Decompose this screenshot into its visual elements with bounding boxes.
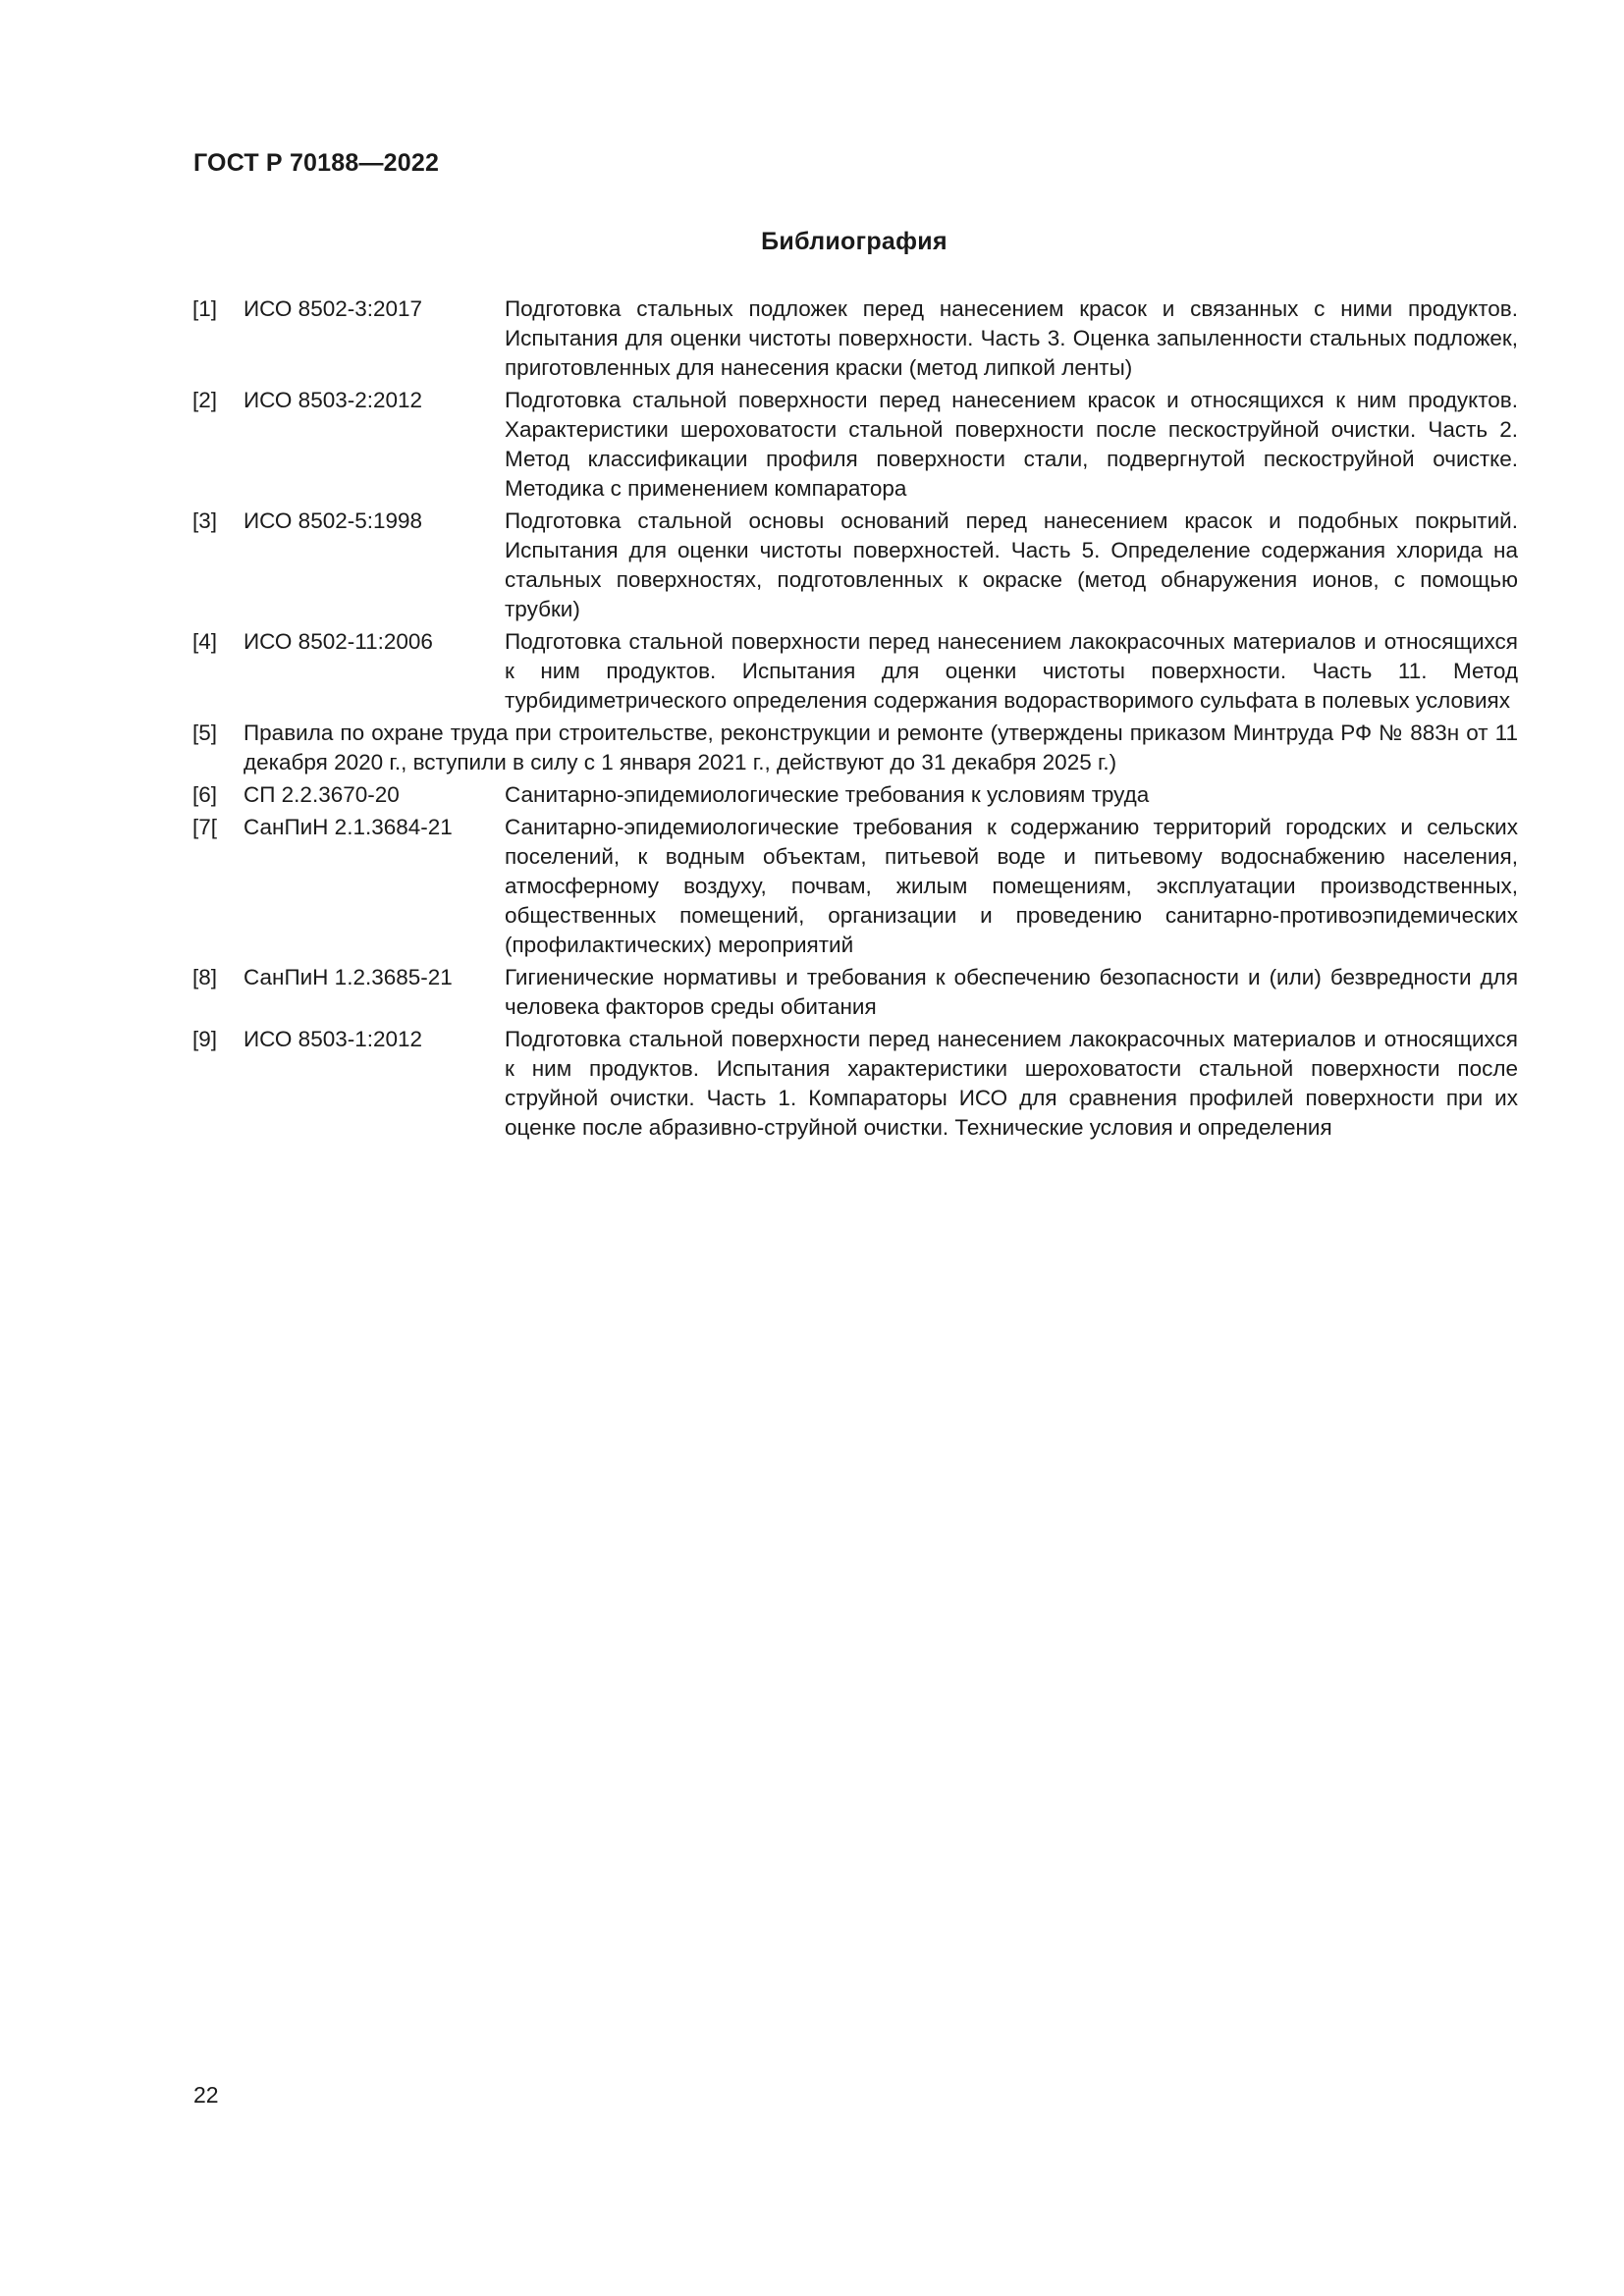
entry-number: [5] xyxy=(192,721,218,745)
entry-number: [1] xyxy=(192,296,218,321)
entry-code: ИСО 8502-3:2017 xyxy=(244,296,423,321)
entry-number: [8] xyxy=(192,965,218,989)
bibliography-entry-7 xyxy=(192,813,1518,960)
entry-number: [2] xyxy=(192,388,218,412)
entry-code: СанПиН 2.1.3684-21 xyxy=(244,815,453,839)
entry-code: СанПиН 1.2.3685-21 xyxy=(244,965,453,989)
bibliography-entry-4 xyxy=(192,627,1518,716)
entry-text: Подготовка стальной поверхности перед нанесением лакокрасочных материалов и относящихся к ним продуктов. Испытания для оценки чистоты поверхности. Часть 11. Метод турбидиметрического определения содержания водорастворимого сульфата в полевых условиях xyxy=(505,629,1518,713)
entry-number: [9] xyxy=(192,1027,218,1051)
entry-text: Санитарно-эпидемиологические требования к условиям труда xyxy=(505,782,1150,807)
entry-text: Подготовка стальной поверхности перед нанесением красок и относящихся к ним продуктов. Характеристики шероховатости стальной поверхности после пескоструйной очистки. Часть 2. Метод классификации профиля поверхности стали, подвергнутой пескоструйной очистке. Методика с применением компаратора xyxy=(505,388,1518,501)
entry-code: ИСО 8503-2:2012 xyxy=(244,388,423,412)
bibliography-entry-3 xyxy=(192,507,1518,624)
entry-text: Гигиенические нормативы и требования к обеспечению безопасности и (или) безвредности для человека факторов среды обитания xyxy=(505,965,1518,1019)
bibliography-entry-6 xyxy=(192,780,1518,810)
entry-code: ИСО 8502-5:1998 xyxy=(244,508,423,533)
entry-number: [4] xyxy=(192,629,218,654)
entry-code: СП 2.2.3670-20 xyxy=(244,782,400,807)
entry-text: Подготовка стальных подложек перед нанесением красок и связанных с ними продуктов. Испытания для оценки чистоты поверхности. Часть 3. Оценка запыленности стальных подложек, приготовленных для нанесения краски (метод липкой ленты) xyxy=(505,296,1518,380)
entry-code: ИСО 8503-1:2012 xyxy=(244,1027,423,1051)
entry-number: [6] xyxy=(192,782,218,807)
entry-number: [7[ xyxy=(192,815,218,839)
entry-text: Правила по охране труда при строительстве, реконструкции и ремонте (утверждены приказом Минтруда РФ № 883н от 11 декабря 2020 г., вступили в силу с 1 января 2021 г., действуют до 31 декабря 2025 г.) xyxy=(244,721,1518,774)
document-code: ГОСТ Р 70188—2022 xyxy=(193,149,440,177)
bibliography-entry-8 xyxy=(192,963,1518,1022)
entry-text: Санитарно-эпидемиологические требования к содержанию территорий городских и сельских поселений, к водным объектам, питьевой воде и питьевому водоснабжению населения, атмосферному воздуху, почвам, жилым помещениям, эксплуатации производственных, общественных помещений, организации и проведению санитарно-противоэпидемических (профилактических) мероприятий xyxy=(505,815,1518,957)
entry-text: Подготовка стальной поверхности перед нанесением лакокрасочных материалов и относящихся к ним продуктов. Испытания характеристики шероховатости стальной поверхности после струйной очистки. Часть 1. Компараторы ИСО для сравнения профилей поверхности при их оценке после абразивно-струйной очистки. Технические условия и определения xyxy=(505,1027,1518,1140)
bibliography-entry-5 xyxy=(192,719,1518,777)
page-number: 22 xyxy=(193,2082,219,2108)
entry-number: [3] xyxy=(192,508,218,533)
entry-code: ИСО 8502-11:2006 xyxy=(244,629,433,654)
bibliography-entry-1 xyxy=(192,294,1518,383)
entry-text: Подготовка стальной основы оснований перед нанесением красок и подобных покрытий. Испытания для оценки чистоты поверхностей. Часть 5. Определение содержания хлорида на стальных поверхностях, подготовленных к окраске (метод обнаружения ионов, с помощью трубки) xyxy=(505,508,1518,621)
bibliography-entry-2 xyxy=(192,386,1518,504)
bibliography-list xyxy=(192,294,1518,1146)
bibliography-entry-9 xyxy=(192,1025,1518,1143)
section-title: Библиография xyxy=(761,228,947,255)
